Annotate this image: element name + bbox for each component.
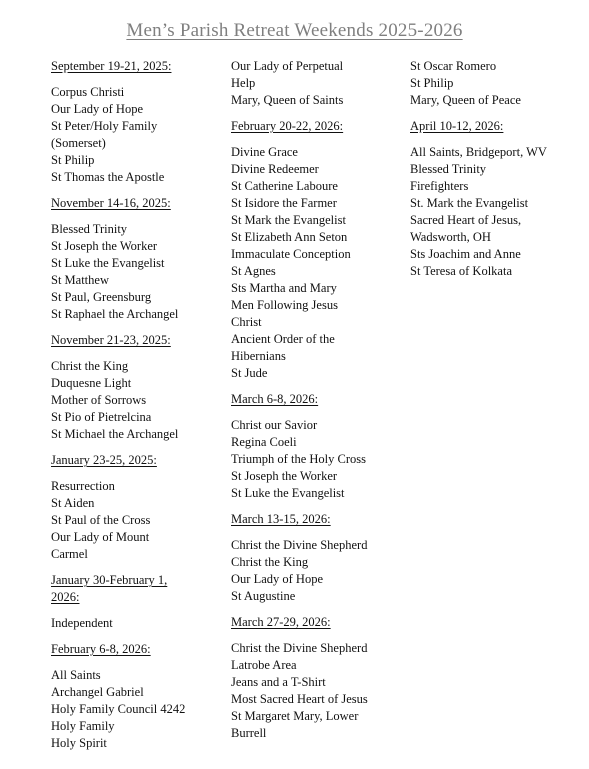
parish-entry: Christ our Savior [231, 418, 318, 432]
parish-entry: Christ the King [231, 555, 309, 569]
retreat-date-heading [410, 118, 580, 135]
parish-entry: St Matthew [51, 273, 109, 287]
parish-entry: Blessed Trinity [410, 162, 487, 176]
parish-entry: Most Sacred Heart of Jesus [231, 692, 368, 706]
parish-entry: St Thomas the Apostle [51, 170, 165, 184]
parish-entry: Blessed Trinity [51, 222, 128, 236]
retreat-date-heading-line: 2026: [51, 590, 80, 604]
retreat-date-heading-line: March 13-15, 2026: [231, 512, 331, 526]
retreat-date-heading-line: January 30-February 1, [51, 573, 168, 587]
retreat-weekend-section [231, 118, 401, 382]
retreat-date-heading-line: March 6-8, 2026: [231, 392, 319, 406]
retreat-weekend-section [51, 195, 221, 323]
parish-entry: Holy Family [51, 719, 115, 733]
parish-entry: St Paul, Greensburg [51, 290, 152, 304]
parish-entry: St Aiden [51, 496, 95, 510]
parish-entry: Holy Spirit [51, 736, 107, 750]
parish-entry: Regina Coeli [231, 435, 297, 449]
parish-entry: Hibernians [231, 349, 286, 363]
retreat-weekend-section [231, 391, 401, 502]
parish-entry: St Paul of the Cross [51, 513, 151, 527]
parish-entry: Wadsworth, OH [410, 230, 491, 244]
retreat-date-heading [51, 195, 221, 212]
schedule-column-1 [51, 58, 221, 761]
retreat-date-heading-line: November 21-23, 2025: [51, 333, 171, 347]
parish-entry: Triumph of the Holy Cross [231, 452, 366, 466]
parish-entry: Duquesne Light [51, 376, 132, 390]
retreat-date-heading [231, 391, 401, 408]
retreat-date-heading [231, 511, 401, 528]
parish-entry: Carmel [51, 547, 88, 561]
parish-entry: Christ the King [51, 359, 129, 373]
retreat-date-heading-line: February 20-22, 2026: [231, 119, 344, 133]
retreat-weekend-section [231, 511, 401, 605]
parish-entry: Independent [51, 616, 113, 630]
parish-entry: Ancient Order of the [231, 332, 335, 346]
retreat-date-heading [231, 118, 401, 135]
parish-entry: St Teresa of Kolkata [410, 264, 512, 278]
parish-entry: Sacred Heart of Jesus, [410, 213, 522, 227]
parish-entry: St Mark the Evangelist [231, 213, 346, 227]
retreat-date-heading [51, 572, 221, 606]
retreat-date-heading-line: January 23-25, 2025: [51, 453, 157, 467]
parish-entry: Firefighters [410, 179, 469, 193]
parish-entry: Immaculate Conception [231, 247, 351, 261]
retreat-weekend-section [51, 572, 221, 632]
parish-entry: Archangel Gabriel [51, 685, 144, 699]
parish-entry: Corpus Christi [51, 85, 125, 99]
retreat-date-heading [51, 58, 221, 75]
retreat-date-heading-line: April 10-12, 2026: [410, 119, 504, 133]
parish-entry: Sts Martha and Mary [231, 281, 337, 295]
retreat-weekend-section [231, 58, 401, 109]
parish-entry: St Pio of Pietrelcina [51, 410, 152, 424]
parish-entry: Christ the Divine Shepherd [231, 538, 368, 552]
parish-entry: St Elizabeth Ann Seton [231, 230, 348, 244]
parish-entry: St Raphael the Archangel [51, 307, 179, 321]
schedule-column-3 [410, 58, 580, 289]
parish-entry: Our Lady of Hope [51, 102, 143, 116]
parish-entry: Christ the Divine Shepherd [231, 641, 368, 655]
parish-entry: Our Lady of Mount [51, 530, 150, 544]
parish-entry: St Catherine Laboure [231, 179, 338, 193]
retreat-weekend-section [51, 641, 221, 752]
parish-entry: St Philip [51, 153, 95, 167]
retreat-date-heading [231, 614, 401, 631]
parish-entry: Our Lady of Perpetual [231, 59, 344, 73]
parish-entry: All Saints [51, 668, 101, 682]
retreat-weekend-section [231, 614, 401, 742]
parish-entry: Holy Family Council 4242 [51, 702, 186, 716]
schedule-column-2 [231, 58, 401, 751]
parish-entry: Our Lady of Hope [231, 572, 323, 586]
parish-entry: Christ [231, 315, 262, 329]
parish-entry: St Joseph the Worker [231, 469, 338, 483]
parish-entry: Help [231, 76, 256, 90]
parish-entry: (Somerset) [51, 136, 106, 150]
parish-entry: Men Following Jesus [231, 298, 338, 312]
parish-entry: Jeans and a T-Shirt [231, 675, 326, 689]
parish-entry: St Oscar Romero [410, 59, 497, 73]
retreat-date-heading [51, 641, 221, 658]
parish-entry: Mary, Queen of Peace [410, 93, 521, 107]
retreat-date-heading-line: November 14-16, 2025: [51, 196, 171, 210]
parish-entry: Resurrection [51, 479, 115, 493]
parish-entry: St Joseph the Worker [51, 239, 158, 253]
parish-entry: St Philip [410, 76, 454, 90]
parish-entry: Mother of Sorrows [51, 393, 147, 407]
parish-entry: Mary, Queen of Saints [231, 93, 344, 107]
parish-entry: Divine Redeemer [231, 162, 319, 176]
retreat-weekend-section [51, 452, 221, 563]
retreat-date-heading-line: September 19-21, 2025: [51, 59, 172, 73]
parish-entry: St Augustine [231, 589, 296, 603]
parish-entry: St Peter/Holy Family [51, 119, 158, 133]
parish-entry: St Luke the Evangelist [51, 256, 165, 270]
parish-entry: Divine Grace [231, 145, 298, 159]
parish-entry: Burrell [231, 726, 267, 740]
parish-entry: Sts Joachim and Anne [410, 247, 521, 261]
retreat-date-heading-line: February 6-8, 2026: [51, 642, 151, 656]
retreat-weekend-section [410, 118, 580, 280]
page-title: Men’s Parish Retreat Weekends 2025-2026 [126, 20, 463, 41]
parish-entry: St. Mark the Evangelist [410, 196, 529, 210]
retreat-weekend-section [51, 58, 221, 186]
parish-entry: Latrobe Area [231, 658, 297, 672]
retreat-weekend-section [51, 332, 221, 443]
retreat-date-heading-line: March 27-29, 2026: [231, 615, 331, 629]
parish-entry: St Jude [231, 366, 268, 380]
parish-entry: St Margaret Mary, Lower [231, 709, 359, 723]
retreat-date-heading [51, 332, 221, 349]
parish-entry: St Luke the Evangelist [231, 486, 345, 500]
parish-entry: St Isidore the Farmer [231, 196, 337, 210]
retreat-weekend-section [410, 58, 580, 109]
parish-entry: St Michael the Archangel [51, 427, 179, 441]
parish-entry: St Agnes [231, 264, 276, 278]
retreat-date-heading [51, 452, 221, 469]
parish-entry: All Saints, Bridgeport, WV [410, 145, 547, 159]
